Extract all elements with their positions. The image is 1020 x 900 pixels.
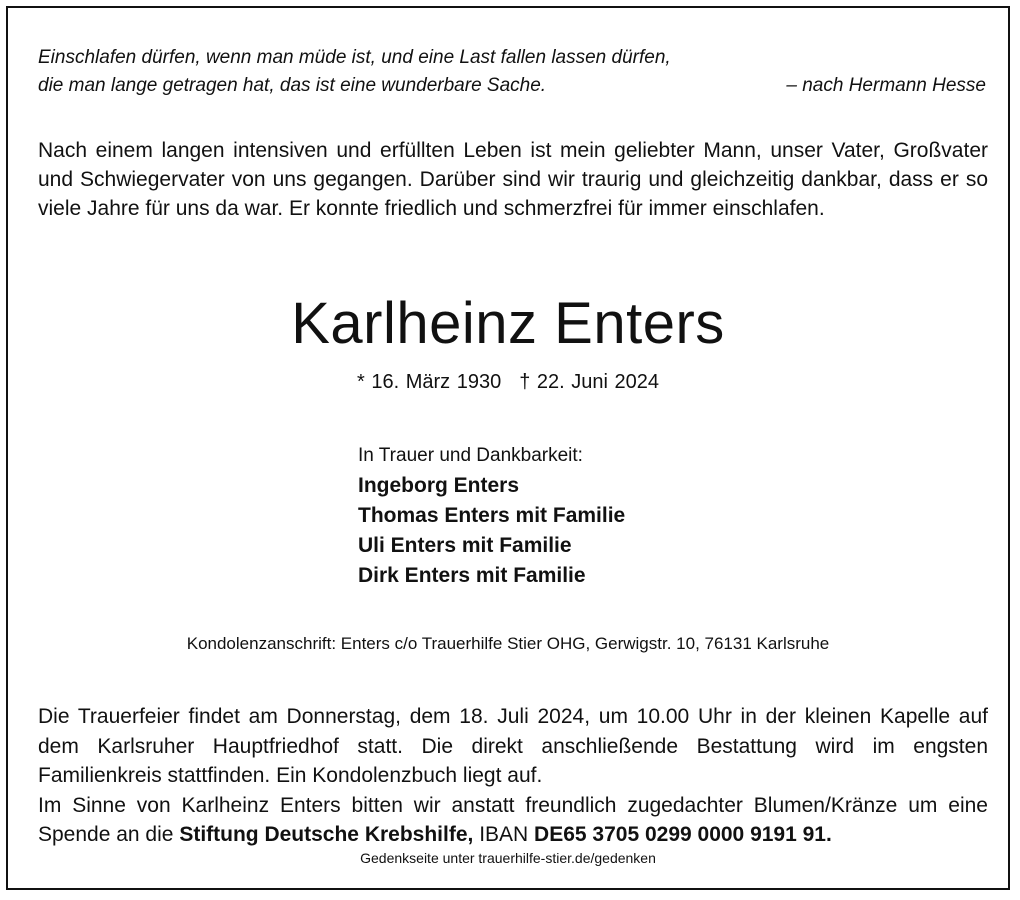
death-date: † 22. Juni 2024 <box>519 371 659 393</box>
donation-text: Im Sinne von Karlheinz Enters bitten wir anstatt freundlich zugedachter Blumen/Kränze um eine Spende an die <box>38 793 988 846</box>
iban-label: IBAN <box>479 823 529 846</box>
intro-text: Nach einem langen intensiven und erfüllten Leben ist mein geliebter Mann, unser Vater, Großvater und Schwiegervater von uns gegangen. Darüber sind wir traurig und gleichzeitig dankbar, dass er so viele Jahre für uns da war. Er konnte friedlich und schmerzfrei für immer einschlafen. <box>38 139 988 220</box>
iban-number: DE65 3705 0299 0000 9191 91. <box>534 823 832 846</box>
quote <box>38 44 988 100</box>
mourner-name: Ingeborg Enters <box>358 474 520 497</box>
charity-name: Stiftung Deutsche Krebshilfe, <box>179 823 474 846</box>
condolence-address: Kondolenzanschrift: Enters c/o Trauerhilfe Stier OHG, Gerwigstr. 10, 76131 Karlsruhe <box>186 634 830 653</box>
funeral-info <box>38 702 988 850</box>
birth-date: * 16. März 1930 <box>357 371 502 393</box>
funeral-paragraph: Die Trauerfeier findet am Donnerstag, dem 18. Juli 2024, um 10.00 Uhr in der kleinen Kapelle auf dem Karlsruher Hauptfriedhof statt. Die direkt anschließende Bestattung wird im engsten Familienkreis stattfinden. Ein Kondolenzbuch liegt auf. <box>38 705 988 787</box>
mourner-name: Dirk Enters mit Familie <box>358 564 586 587</box>
obituary-frame <box>6 6 1010 890</box>
quote-author: – nach Hermann Hesse <box>786 75 986 96</box>
mourner-name: Uli Enters mit Familie <box>358 534 572 557</box>
deceased-name: Karlheinz Enters <box>291 291 725 356</box>
mourner-name: Thomas Enters mit Familie <box>358 504 626 527</box>
quote-line-1: Einschlafen dürfen, wenn man müde ist, und eine Last fallen lassen dürfen, <box>38 47 671 68</box>
donation-paragraph <box>38 791 988 850</box>
mourners <box>358 441 625 591</box>
mourners-heading: In Trauer und Dankbarkeit: <box>358 445 583 466</box>
life-dates <box>8 371 1008 394</box>
quote-line-2: die man lange getragen hat, das ist eine wunderbare Sache. <box>38 75 547 96</box>
memorial-page-link[interactable]: Gedenkseite unter trauerhilfe-stier.de/gedenken <box>360 850 656 866</box>
